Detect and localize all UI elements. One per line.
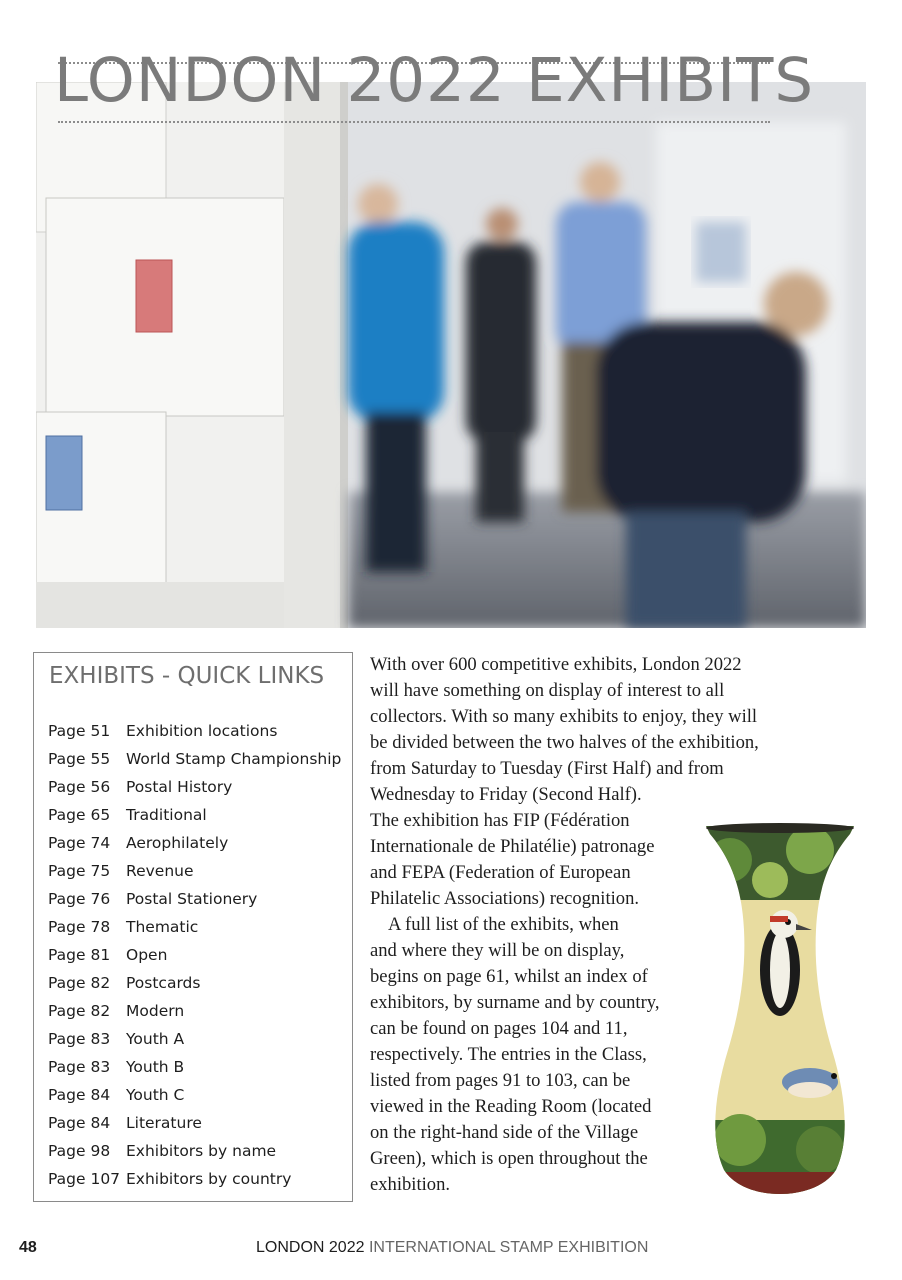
quick-link-item[interactable] (48, 717, 341, 745)
exhibition-hall-illustration (36, 82, 866, 628)
quick-link-label: Postal Stationery (126, 890, 258, 908)
quick-link-page: Page 81 (48, 946, 111, 964)
quick-link-item[interactable] (48, 997, 341, 1025)
footer-title-dark: LONDON 2022 (256, 1239, 365, 1256)
quick-link-item[interactable] (48, 801, 341, 829)
quick-link-label: Exhibitors by country (126, 1170, 292, 1188)
quick-link-label: Postal History (126, 778, 233, 796)
quick-link-item[interactable] (48, 885, 341, 913)
body-line: Wednesday to Friday (Second Half). (370, 784, 642, 805)
quick-link-item[interactable] (48, 745, 341, 773)
quick-link-item[interactable] (48, 1137, 341, 1165)
quick-link-label: Literature (126, 1114, 202, 1132)
vase-image (700, 820, 860, 1200)
footer-title-light: INTERNATIONAL STAMP EXHIBITION (368, 1239, 649, 1256)
quick-link-page: Page 65 (48, 806, 111, 824)
quick-link-label: Exhibitors by name (126, 1142, 277, 1160)
body-line: and where they will be on display, (370, 940, 625, 961)
quick-link-page: Page 75 (48, 862, 111, 880)
quick-link-page: Page 98 (48, 1142, 111, 1160)
exhibition-hall-photo (36, 82, 866, 628)
body-line: on the right-hand side of the Village (370, 1122, 639, 1143)
body-line: collectors. With so many exhibits to enjoy, they will (370, 706, 758, 727)
quick-link-page: Page 83 (48, 1030, 111, 1048)
quick-link-item[interactable] (48, 773, 341, 801)
body-line: The exhibition has FIP (Fédération (370, 810, 630, 831)
body-line: Green), which is open throughout the (370, 1148, 648, 1169)
quick-links-heading: EXHIBITS - QUICK LINKS (49, 663, 325, 689)
quick-link-label: Exhibition locations (126, 722, 278, 740)
body-line: exhibitors, by surname and by country, (370, 992, 660, 1013)
quick-link-label: Aerophilately (126, 834, 229, 852)
quick-link-page: Page 83 (48, 1058, 111, 1076)
footer-page-number: 48 (19, 1239, 37, 1256)
body-line: begins on page 61, whilst an index of (370, 966, 648, 987)
quick-link-page: Page 82 (48, 974, 111, 992)
quick-link-page: Page 84 (48, 1086, 111, 1104)
body-line: be divided between the two halves of the exhibition, (370, 732, 759, 753)
quick-links-list (48, 717, 341, 1193)
body-line: Internationale de Philatélie) patronage (370, 836, 655, 857)
body-line: Philatelic Associations) recognition. (370, 888, 640, 909)
page-title: LONDON 2022 EXHIBITS (54, 45, 815, 116)
body-line: viewed in the Reading Room (located (370, 1096, 652, 1117)
quick-link-page: Page 82 (48, 1002, 111, 1020)
quick-link-item[interactable] (48, 1081, 341, 1109)
quick-link-label: Youth A (126, 1030, 185, 1048)
quick-link-page: Page 78 (48, 918, 111, 936)
quick-link-label: Youth C (126, 1086, 185, 1104)
quick-link-page: Page 107 (48, 1170, 121, 1188)
quick-link-label: Open (126, 946, 168, 964)
quick-link-label: Youth B (126, 1058, 185, 1076)
quick-link-label: Thematic (126, 918, 199, 936)
quick-link-label: Revenue (126, 862, 194, 880)
quick-link-page: Page 56 (48, 778, 111, 796)
quick-link-item[interactable] (48, 829, 341, 857)
quick-link-page: Page 76 (48, 890, 111, 908)
red-stamp-image (136, 260, 172, 332)
body-line: will have something on display of interest to all (370, 680, 725, 701)
blue-stamp-image (46, 436, 82, 510)
quick-link-page: Page 84 (48, 1114, 111, 1132)
quick-link-label: Postcards (126, 974, 201, 992)
quick-link-item[interactable] (48, 1165, 341, 1193)
title-rule-bottom (58, 121, 770, 123)
quick-link-item[interactable] (48, 969, 341, 997)
body-line: respectively. The entries in the Class, (370, 1044, 647, 1065)
quick-links-box (33, 652, 353, 1202)
quick-link-item[interactable] (48, 1053, 341, 1081)
body-line: from Saturday to Tuesday (First Half) and from (370, 758, 724, 779)
body-line: can be found on pages 104 and 11, (370, 1018, 628, 1039)
quick-link-page: Page 74 (48, 834, 111, 852)
footer-title (256, 1239, 648, 1257)
quick-link-page: Page 51 (48, 722, 111, 740)
quick-link-label: Modern (126, 1002, 185, 1020)
quick-link-item[interactable] (48, 941, 341, 969)
body-line: listed from pages 91 to 103, can be (370, 1070, 631, 1091)
quick-link-page: Page 55 (48, 750, 111, 768)
body-line: and FEPA (Federation of European (370, 862, 631, 883)
quick-link-label: World Stamp Championship (126, 750, 342, 768)
quick-link-label: Traditional (126, 806, 207, 824)
body-line: exhibition. (370, 1174, 451, 1195)
quick-link-item[interactable] (48, 857, 341, 885)
quick-link-item[interactable] (48, 1025, 341, 1053)
body-line: With over 600 competitive exhibits, London 2022 (370, 654, 742, 675)
quick-link-item[interactable] (48, 1109, 341, 1137)
body-line: A full list of the exhibits, when (388, 914, 619, 935)
quick-link-item[interactable] (48, 913, 341, 941)
